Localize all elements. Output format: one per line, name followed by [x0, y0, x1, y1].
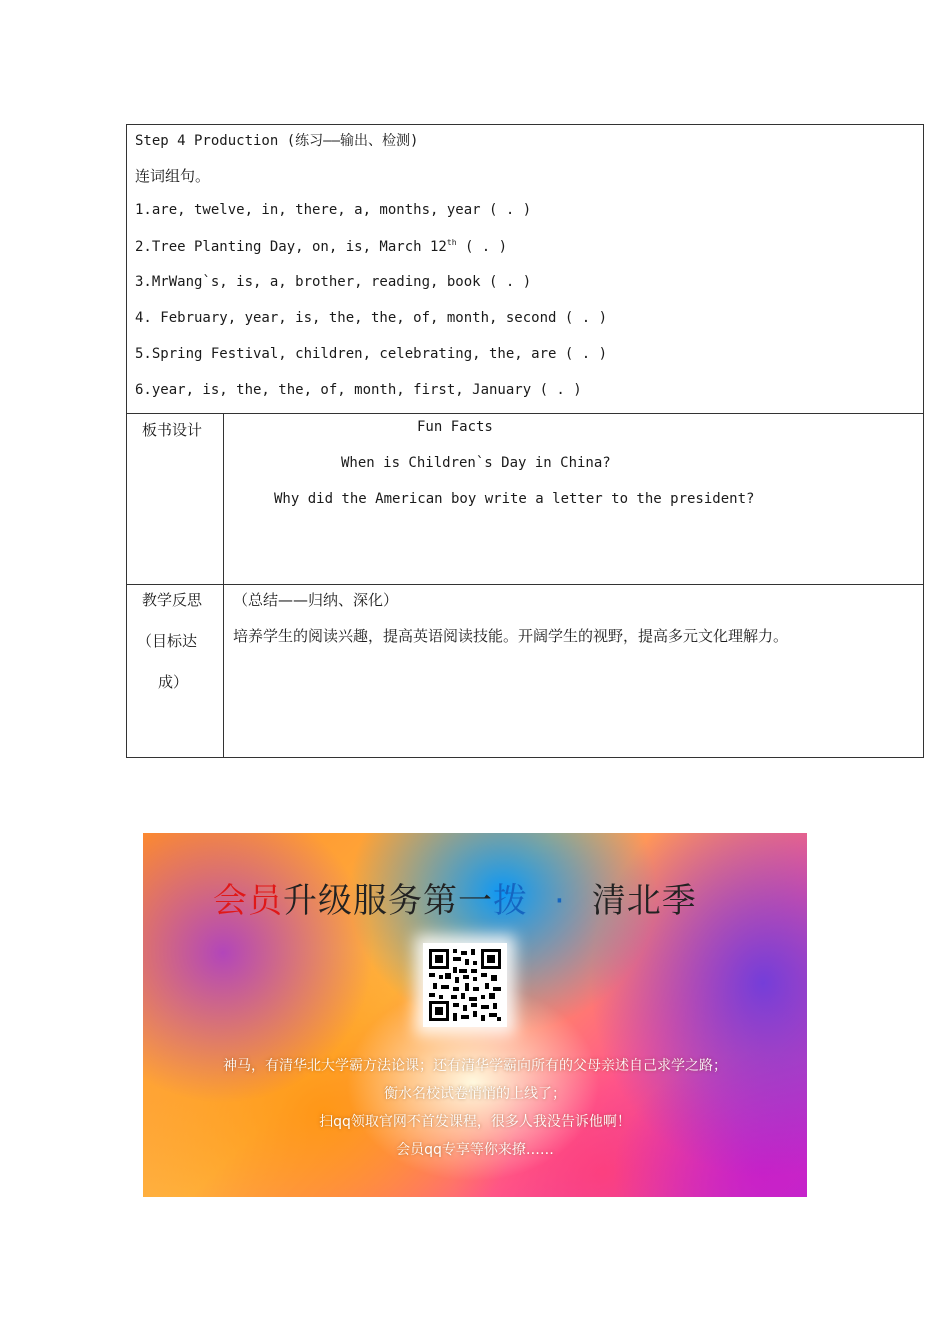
production-row: [127, 125, 923, 414]
banner-title-blue: 拨: [493, 881, 528, 921]
production-instruction: 连词组句。: [135, 167, 211, 185]
exercise-item-2: [135, 238, 507, 255]
reflection-row: [127, 585, 923, 757]
qr-code-graphic: [423, 943, 507, 1027]
reflection-summary: （总结——归纳、深化）: [233, 591, 399, 609]
board-design-label-cell: [127, 414, 224, 584]
board-design-row: [127, 414, 923, 585]
qr-code-icon[interactable]: [423, 943, 507, 1027]
exercise-item-2-sup: th: [446, 238, 457, 247]
exercise-item-1: 1.are, twelve, in, there, a, months, year ( . ): [135, 202, 532, 218]
exercise-item-3: 3.MrWang`s, is, a, brother, reading, book ( . ): [135, 274, 532, 290]
board-line-question-1: When is Children`s Day in China?: [341, 455, 611, 471]
reflection-content-cell: [224, 585, 923, 757]
board-line-title: Fun Facts: [417, 419, 493, 435]
exercise-item-5: 5.Spring Festival, children, celebrating, the, are ( . ): [135, 346, 608, 362]
reflection-label-cell: [127, 585, 224, 757]
banner-title-middle: 升级服务第一: [283, 881, 493, 921]
promo-banner[interactable]: [143, 833, 807, 1197]
board-line-question-2: Why did the American boy write a letter to the president?: [274, 491, 755, 507]
lesson-plan-table: [126, 124, 924, 758]
exercise-item-2-text: 2.Tree Planting Day, on, is, March 12: [135, 239, 447, 255]
board-design-content-cell: [224, 414, 923, 584]
banner-title-end: 清北季: [591, 881, 697, 921]
banner-line-2: 衡水名校试卷悄悄的上线了；: [384, 1086, 566, 1102]
reflection-label-line-3: 成）: [158, 673, 189, 691]
board-design-label: 板书设计: [142, 421, 203, 439]
exercise-item-2-tail: ( . ): [456, 239, 508, 255]
reflection-label-line-2: （目标达: [137, 632, 198, 650]
exercise-item-4: 4. February, year, is, the, the, of, month, second ( . ): [135, 310, 608, 326]
banner-line-3: 扫qq领取官网不首发课程，很多人我没告诉他啊！: [319, 1114, 631, 1130]
exercise-item-6: 6.year, is, the, the, of, month, first, January ( . ): [135, 382, 582, 398]
banner-title-red: 会员: [213, 881, 283, 921]
banner-line-4: 会员qq专享等你来撩……: [396, 1142, 554, 1158]
banner-line-1: 神马，有清华北大学霸方法论课；还有清华学霸向所有的父母亲述自己求学之路；: [223, 1058, 727, 1074]
production-heading: Step 4 Production (练习——输出、检测): [135, 133, 419, 149]
reflection-label-line-1: 教学反思: [142, 591, 203, 609]
banner-title: [213, 873, 697, 922]
reflection-text: 培养学生的阅读兴趣，提高英语阅读技能。开阔学生的视野，提高多元文化理解力。: [233, 627, 789, 645]
banner-title-dot: ·: [554, 881, 566, 921]
